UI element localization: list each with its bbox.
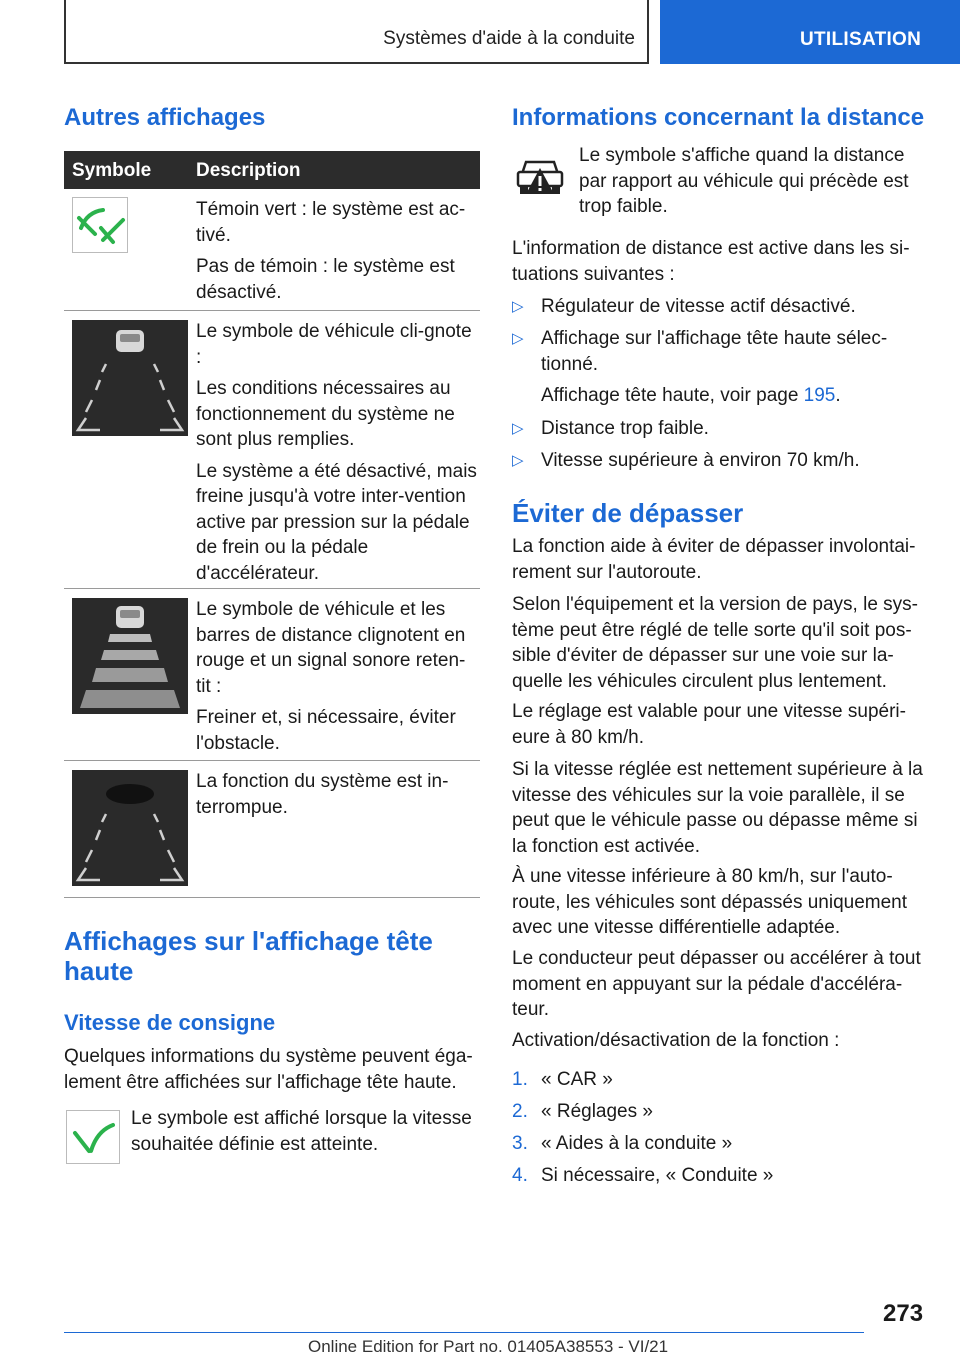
heading-hud-displays: Affichages sur l'affichage tête haute [64, 926, 433, 986]
row-description [196, 197, 478, 311]
lane-interrupted-graphic [72, 770, 188, 886]
desc-line: Les conditions nécessaires au fonctionnement du système ne sont plus remplies. [196, 378, 455, 450]
overtake-paragraph: Le conducteur peut dépasser ou accélérer à tout moment en appuyant sur la pédale d'accéléra-teur. [512, 948, 921, 1020]
step-number: 3. [512, 1133, 528, 1154]
distance-intro: L'information de distance est active dans les si-tuations suivantes : [512, 238, 910, 285]
reference-label: Affichage tête haute, voir page [541, 385, 804, 406]
overtake-paragraph: Selon l'équipement et la version de pays, le sys-tème peut être réglé de telle sorte qu'il soit pos-sible d'éviter de dépasser sur une voie sur la-quelle les véhicules circulent plus lentement. [512, 594, 919, 692]
list-item-text: Affichage sur l'affichage tête haute sélec-tionné. [541, 328, 888, 375]
header-section-box [64, 0, 649, 64]
overtake-paragraph: Activation/désactivation de la fonction : [512, 1030, 840, 1051]
vehicle-lane-graphic [72, 320, 188, 436]
row-description [196, 769, 478, 826]
desc-line: La fonction du système est in-terrompue. [196, 771, 449, 818]
table-header-description: Description [196, 160, 301, 181]
row-description [196, 597, 478, 762]
overtake-paragraph: À une vitesse inférieure à 80 km/h, sur l'auto-route, les véhicules sont dépassés uniquement avec une vitesse différentielle adaptée. [512, 866, 908, 938]
table-header [64, 151, 480, 189]
hud-symbol-description: Le symbole est affiché lorsque la vitesse souhaitée définie est atteinte. [131, 1108, 472, 1155]
green-lane-indicator-icon [72, 197, 128, 253]
header-chapter-tab [660, 0, 960, 64]
hud-speed-reached-icon [66, 1110, 120, 1164]
bullet-triangle-icon: ▷ [512, 330, 524, 347]
hud-paragraph: Quelques informations du système peuvent éga-lement être affichées sur l'affichage tête haute. [64, 1046, 473, 1093]
reference-end: . [835, 385, 841, 406]
list-item-text: Régulateur de vitesse actif désactivé. [541, 296, 856, 317]
step-text: « Réglages » [541, 1101, 653, 1122]
row-description [196, 319, 478, 592]
table-row [64, 589, 480, 761]
list-item-text: Vitesse supérieure à environ 70 km/h. [541, 450, 860, 471]
overtake-paragraph: Le réglage est valable pour une vitesse supéri-eure à 80 km/h. [512, 701, 906, 748]
desc-line: Pas de témoin : le système est désactivé. [196, 256, 455, 303]
distance-symbol-description: Le symbole s'affiche quand la distance par rapport au véhicule qui précède est trop faible. [579, 145, 909, 217]
heading-distance-info: Informations concernant la distance [512, 104, 925, 131]
distance-warning-icon [514, 148, 566, 200]
overtake-paragraph: Si la vitesse réglée est nettement supérieure à la vitesse des véhicules sur la voie parallèle, il se peut que le véhicule passe ou dépasse même si la fonction est activée. [512, 759, 923, 857]
list-item-text: Distance trop faible. [541, 418, 709, 439]
edition-text: Online Edition for Part no. 01405A38553 - VI/21 [308, 1337, 669, 1356]
bullet-triangle-icon: ▷ [512, 298, 524, 315]
subheading-setpoint-speed: Vitesse de consigne [64, 1010, 276, 1035]
desc-line: Freiner et, si nécessaire, éviter l'obstacle. [196, 707, 456, 754]
desc-line: Le symbole de véhicule cli-gnote : [196, 321, 472, 368]
bullet-triangle-icon: ▷ [512, 420, 524, 437]
table-header-symbol: Symbole [72, 160, 152, 181]
desc-line: Le symbole de véhicule et les barres de distance clignotent en rouge et un signal sonore reten-tit : [196, 599, 466, 697]
heading-avoid-overtaking: Éviter de dépasser [512, 498, 744, 528]
heading-other-displays: Autres affichages [64, 104, 266, 131]
desc-line: Témoin vert : le système est ac-tivé. [196, 199, 466, 246]
header-chapter-label: UTILISATION [800, 29, 922, 50]
bullet-triangle-icon: ▷ [512, 452, 524, 469]
vehicle-distance-bars-graphic [72, 598, 188, 714]
page-number: 273 [883, 1300, 924, 1327]
desc-line: Le système a été désactivé, mais freine jusqu'à votre inter-vention active par pression sur la pédale de frein ou la pédale d'accélérateur. [196, 460, 477, 584]
symbol-table [64, 151, 480, 898]
step-number: 4. [512, 1165, 528, 1186]
page-link[interactable]: 195 [803, 385, 836, 406]
table-row [64, 189, 480, 311]
hud-reference-text [541, 383, 931, 409]
step-text: « Aides à la conduite » [541, 1133, 733, 1154]
step-number: 1. [512, 1069, 528, 1090]
step-text: « CAR » [541, 1069, 613, 1090]
header-section-title: Systèmes d'aide à la conduite [383, 28, 635, 49]
step-text: Si nécessaire, « Conduite » [541, 1165, 774, 1186]
overtake-paragraph: La fonction aide à éviter de dépasser involontai-rement sur l'autoroute. [512, 536, 916, 583]
step-number: 2. [512, 1101, 528, 1122]
table-row [64, 311, 480, 589]
footer-divider [64, 1332, 864, 1333]
table-row [64, 761, 480, 898]
